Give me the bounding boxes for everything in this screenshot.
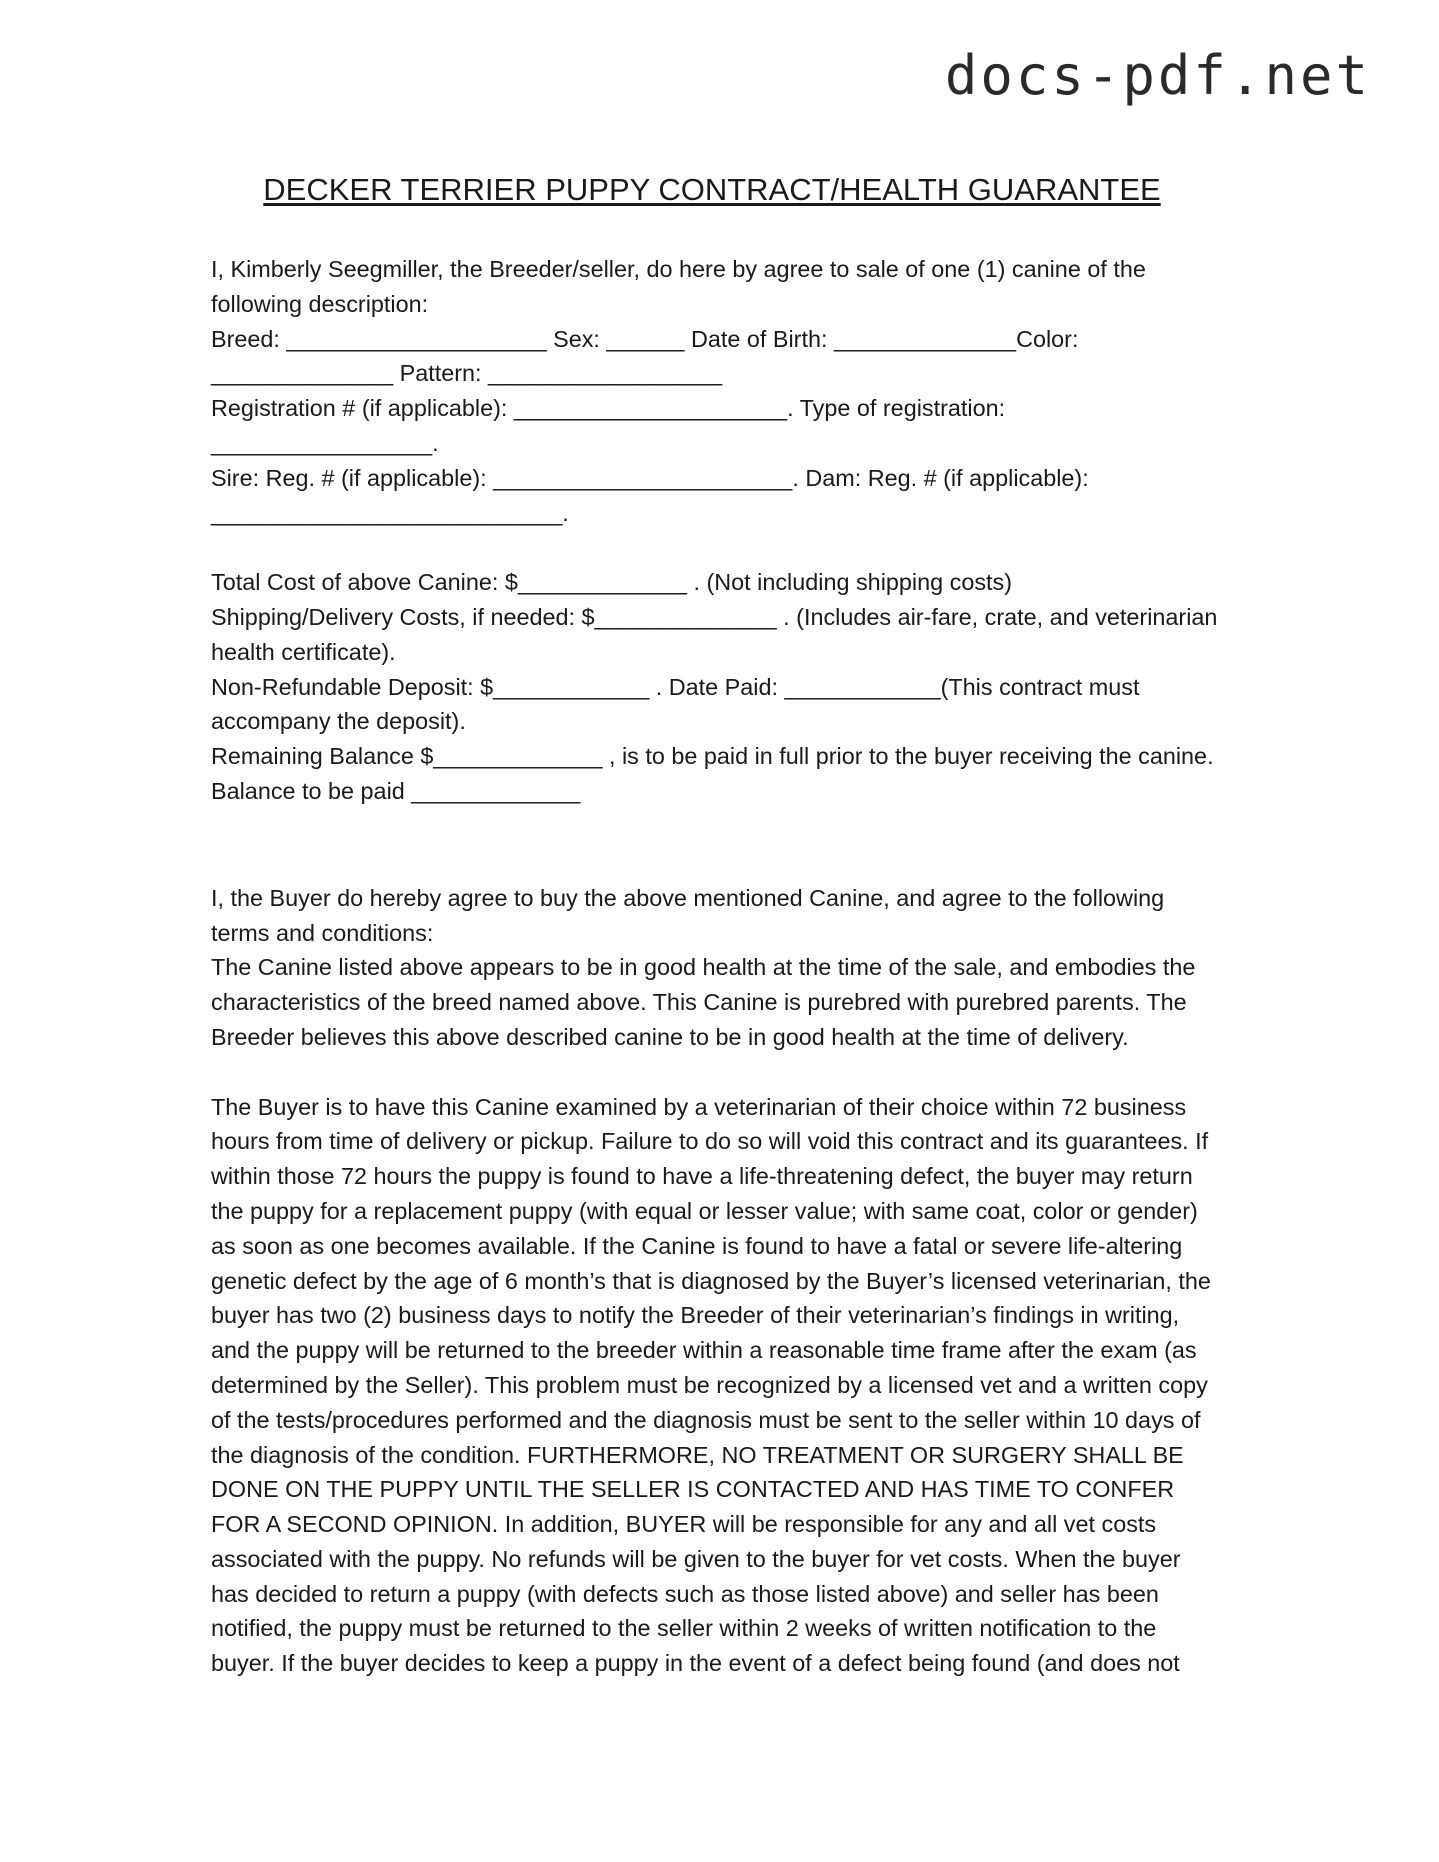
text-line: Sire: Reg. # (if applicable): _______________________. Dam: Reg. # (if applicable): [211,464,1089,491]
examination-section [211,1090,1241,1682]
text-line: following description: [211,290,429,317]
text-line: health certificate). [211,638,396,665]
text-line: buyer. If the buyer decides to keep a puppy in the event of a defect being found (and does not [211,1650,1180,1677]
text-line: _________________. [211,429,439,456]
text-line: Balance to be paid _____________ [211,777,581,804]
text-line: notified, the puppy must be returned to the seller within 2 weeks of written notification to the [211,1615,1157,1642]
text-line: as soon as one becomes available. If the Canine is found to have a fatal or severe life-altering [211,1232,1183,1259]
text-line: DONE ON THE PUPPY UNTIL THE SELLER IS CONTACTED AND HAS TIME TO CONFER [211,1476,1175,1503]
text-line: Shipping/Delivery Costs, if needed: $______________ . (Includes air-fare, crate, and veterinarian [211,603,1218,630]
text-line: terms and conditions: [211,919,434,946]
text-line: characteristics of the breed named above. This Canine is purebred with purebred parents. The [211,989,1187,1016]
text-line: has decided to return a puppy (with defects such as those listed above) and seller has been [211,1580,1159,1607]
spacer [211,530,1241,565]
buyer-agreement-section [211,881,1241,1055]
document-title: DECKER TERRIER PUPPY CONTRACT/HEALTH GUARANTEE [263,172,1161,207]
text-line: Registration # (if applicable): _____________________. Type of registration: [211,395,1006,422]
spacer [211,1055,1241,1090]
watermark-text: docs-pdf.net [944,44,1371,107]
text-line: The Canine listed above appears to be in good health at the time of the sale, and embodies the [211,954,1196,981]
text-line: I, the Buyer do hereby agree to buy the above mentioned Canine, and agree to the following [211,884,1165,911]
text-line: genetic defect by the age of 6 month’s that is diagnosed by the Buyer’s licensed veterinarian, the [211,1267,1211,1294]
document-body [211,172,1241,1681]
text-line: I, Kimberly Seegmiller, the Breeder/seller, do here by agree to sale of one (1) canine of the [211,256,1146,282]
text-line: within those 72 hours the puppy is found to have a life-threatening defect, the buyer may return [211,1163,1193,1190]
text-line: Breeder believes this above described canine to be in good health at the time of delivery. [211,1023,1129,1050]
description-section [211,252,1241,530]
text-line: FOR A SECOND OPINION. In addition, BUYER will be responsible for any and all vet costs [211,1511,1157,1538]
text-line: Non-Refundable Deposit: $____________ . Date Paid: ____________(This contract must [211,673,1140,700]
text-line: The Buyer is to have this Canine examined by a veterinarian of their choice within 72 business [211,1093,1187,1120]
text-line: ___________________________. [211,499,569,526]
text-line: buyer has two (2) business days to notify the Breeder of their veterinarian’s findings in writing, [211,1302,1180,1329]
text-line: ______________ Pattern: __________________ [211,360,723,387]
text-line: the puppy for a replacement puppy (with equal or lesser value; with same coat, color or gender) [211,1197,1198,1224]
text-line: determined by the Seller). This problem must be recognized by a licensed vet and a written copy [211,1371,1208,1398]
text-line: associated with the puppy. No refunds will be given to the buyer for vet costs. When the buyer [211,1545,1181,1572]
text-line: Breed: ____________________ Sex: ______ Date of Birth: ______________Color: [211,325,1079,352]
text-line: and the puppy will be returned to the breeder within a reasonable time frame after the exam (as [211,1337,1197,1364]
text-line: the diagnosis of the condition. FURTHERMORE, NO TREATMENT OR SURGERY SHALL BE [211,1441,1184,1468]
text-line: of the tests/procedures performed and the diagnosis must be sent to the seller within 10 days of [211,1406,1201,1433]
text-line: Remaining Balance $_____________ , is to be paid in full prior to the buyer receiving the canine. [211,743,1214,770]
text-line: hours from time of delivery or pickup. Failure to do so will void this contract and its guarantees. If [211,1128,1209,1155]
text-line: Total Cost of above Canine: $_____________ . (Not including shipping costs) [211,569,1013,596]
cost-section [211,565,1241,809]
text-line: accompany the deposit). [211,708,466,735]
spacer [211,809,1241,881]
